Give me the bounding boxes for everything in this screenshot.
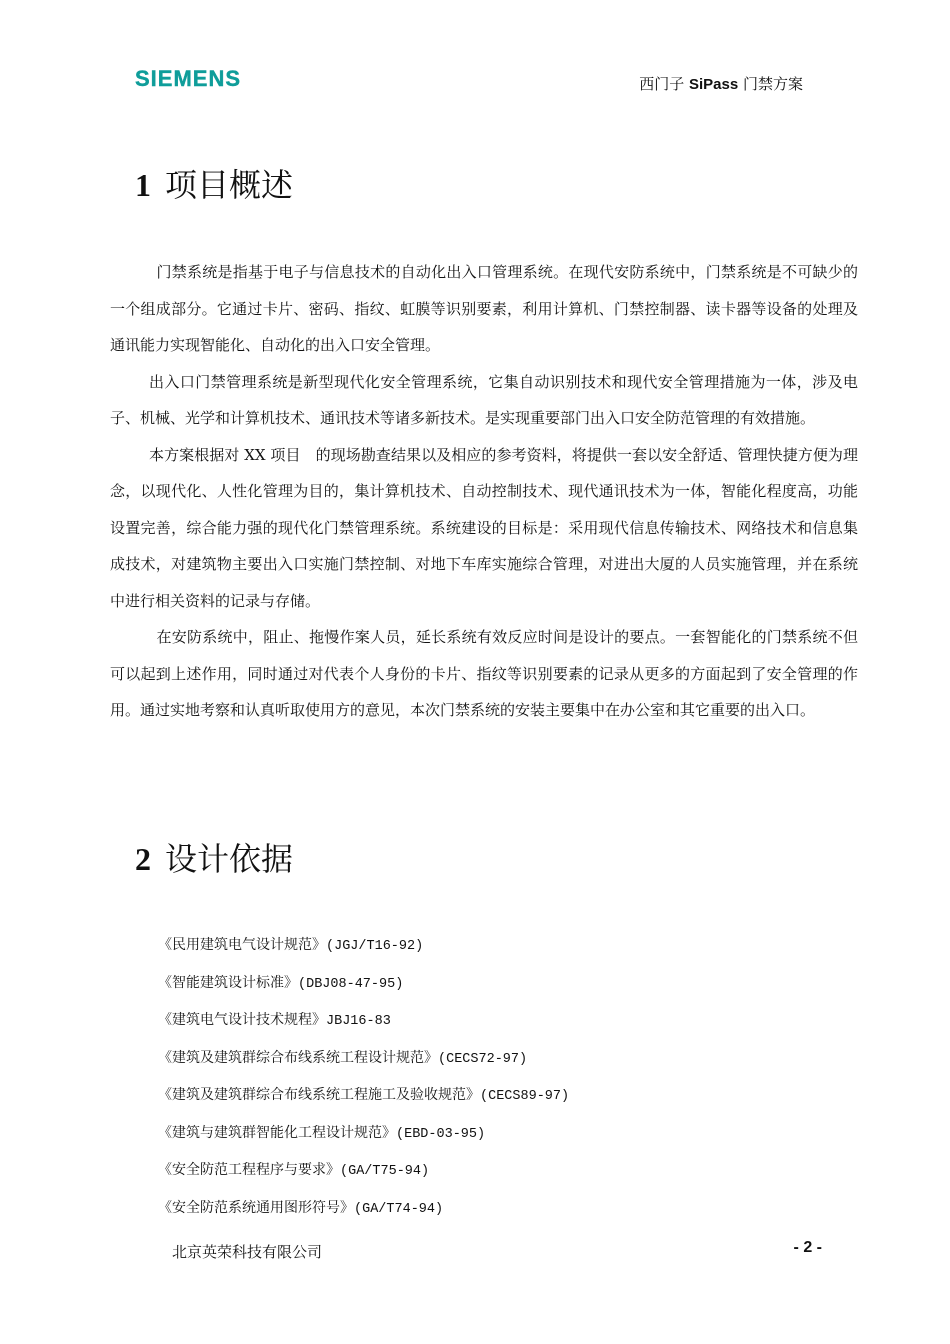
reference-title: 《安全防范工程程序与要求》 (158, 1162, 340, 1178)
reference-item (158, 1002, 569, 1040)
reference-item (158, 965, 569, 1003)
reference-code: (EBD-03-95) (396, 1126, 486, 1142)
reference-item (158, 1077, 569, 1115)
reference-title: 《安全防范系统通用图形符号》 (158, 1199, 354, 1216)
section-1-number: 1 (135, 167, 151, 203)
reference-item (158, 1152, 569, 1190)
reference-title: 《民用建筑电气设计规范》 (158, 937, 326, 953)
header-title-prefix: 西门子 (639, 75, 689, 93)
reference-code: (DBJ08-47-95) (298, 976, 404, 992)
page-number: - 2 - (793, 1239, 822, 1256)
paragraph: 门禁系统是指基于电子与信息技术的自动化出入口管理系统。在现代安防系统中，门禁系统是不可缺少的一个组成部分。它通过卡片、密码、指纹、虹膜等识别要素，利用计算机、门禁控制器、读卡器等设备的处理及通讯能力实现智能化、自动化的出入口安全管理。 (110, 263, 858, 354)
siemens-logo: SIEMENS (135, 66, 242, 91)
reference-item (158, 1190, 569, 1228)
header-title-brand: SiPass (689, 76, 739, 93)
reference-title: 《智能建筑设计标准》 (158, 974, 298, 991)
section-2-number: 2 (135, 841, 151, 877)
reference-item (158, 1040, 569, 1078)
reference-item (158, 927, 569, 965)
reference-code: (JGJ/T16-92) (326, 939, 424, 954)
reference-code: (GA/T74-94) (354, 1201, 444, 1217)
paragraph: 本方案根据对 XX 项目 的现场勘查结果以及相应的参考资料，将提供一套以安全舒适、管理快捷方便为理念，以现代化、人性化管理为目的，集计算机技术、自动控制技术、现代通讯技术为一体，智能化程度高，功能设置完善，综合能力强的现代化门禁管理系统。系统建设的目标是：采用现代信息传输技术、网络技术和信息集成技术，对建筑物主要出入口实施门禁控制、对地下车库实施综合管理，对进出大厦的人员实施管理，并在系统中进行相关资料的记录与存储。 (110, 445, 858, 610)
header-title-suffix: 门禁方案 (738, 75, 803, 93)
references-list (158, 927, 569, 1227)
section-2-title: 设计依据 (165, 840, 294, 878)
reference-code: (GA/T75-94) (340, 1164, 430, 1179)
reference-title: 《建筑与建筑群智能化工程设计规范》 (158, 1124, 396, 1141)
paragraph: 在安防系统中，阻止、拖慢作案人员，延长系统有效反应时间是设计的要点。一套智能化的门禁系统不但可以起到上述作用，同时通过对代表个人身份的卡片、指纹等识别要素的记录从更多的方面起到了安全管理的作用。通过实地考察和认真听取使用方的意见，本次门禁系统的安装主要集中在办公室和其它重要的出入口。 (110, 628, 858, 719)
reference-title: 《建筑电气设计技术规程》 (158, 1012, 326, 1028)
section-1-body (110, 254, 858, 729)
footer-company: 北京英荣科技有限公司 (172, 1243, 323, 1261)
reference-title: 《建筑及建筑群综合布线系统工程设计规范》 (158, 1049, 438, 1066)
section-1-heading (135, 160, 293, 206)
reference-code: (CECS89-97) (480, 1089, 570, 1104)
section-2-heading (135, 834, 293, 880)
reference-code: (CECS72-97) (438, 1051, 528, 1067)
section-1-title: 项目概述 (165, 166, 294, 204)
reference-item (158, 1115, 569, 1153)
header-title (639, 73, 803, 94)
paragraph: 出入口门禁管理系统是新型现代化安全管理系统，它集自动识别技术和现代安全管理措施为一体，涉及电子、机械、光学和计算机技术、通讯技术等诸多新技术。是实现重要部门出入口安全防范管理的有效措施。 (110, 372, 858, 427)
reference-title: 《建筑及建筑群综合布线系统工程施工及验收规范》 (158, 1087, 480, 1103)
reference-code: JBJ16-83 (326, 1014, 391, 1029)
